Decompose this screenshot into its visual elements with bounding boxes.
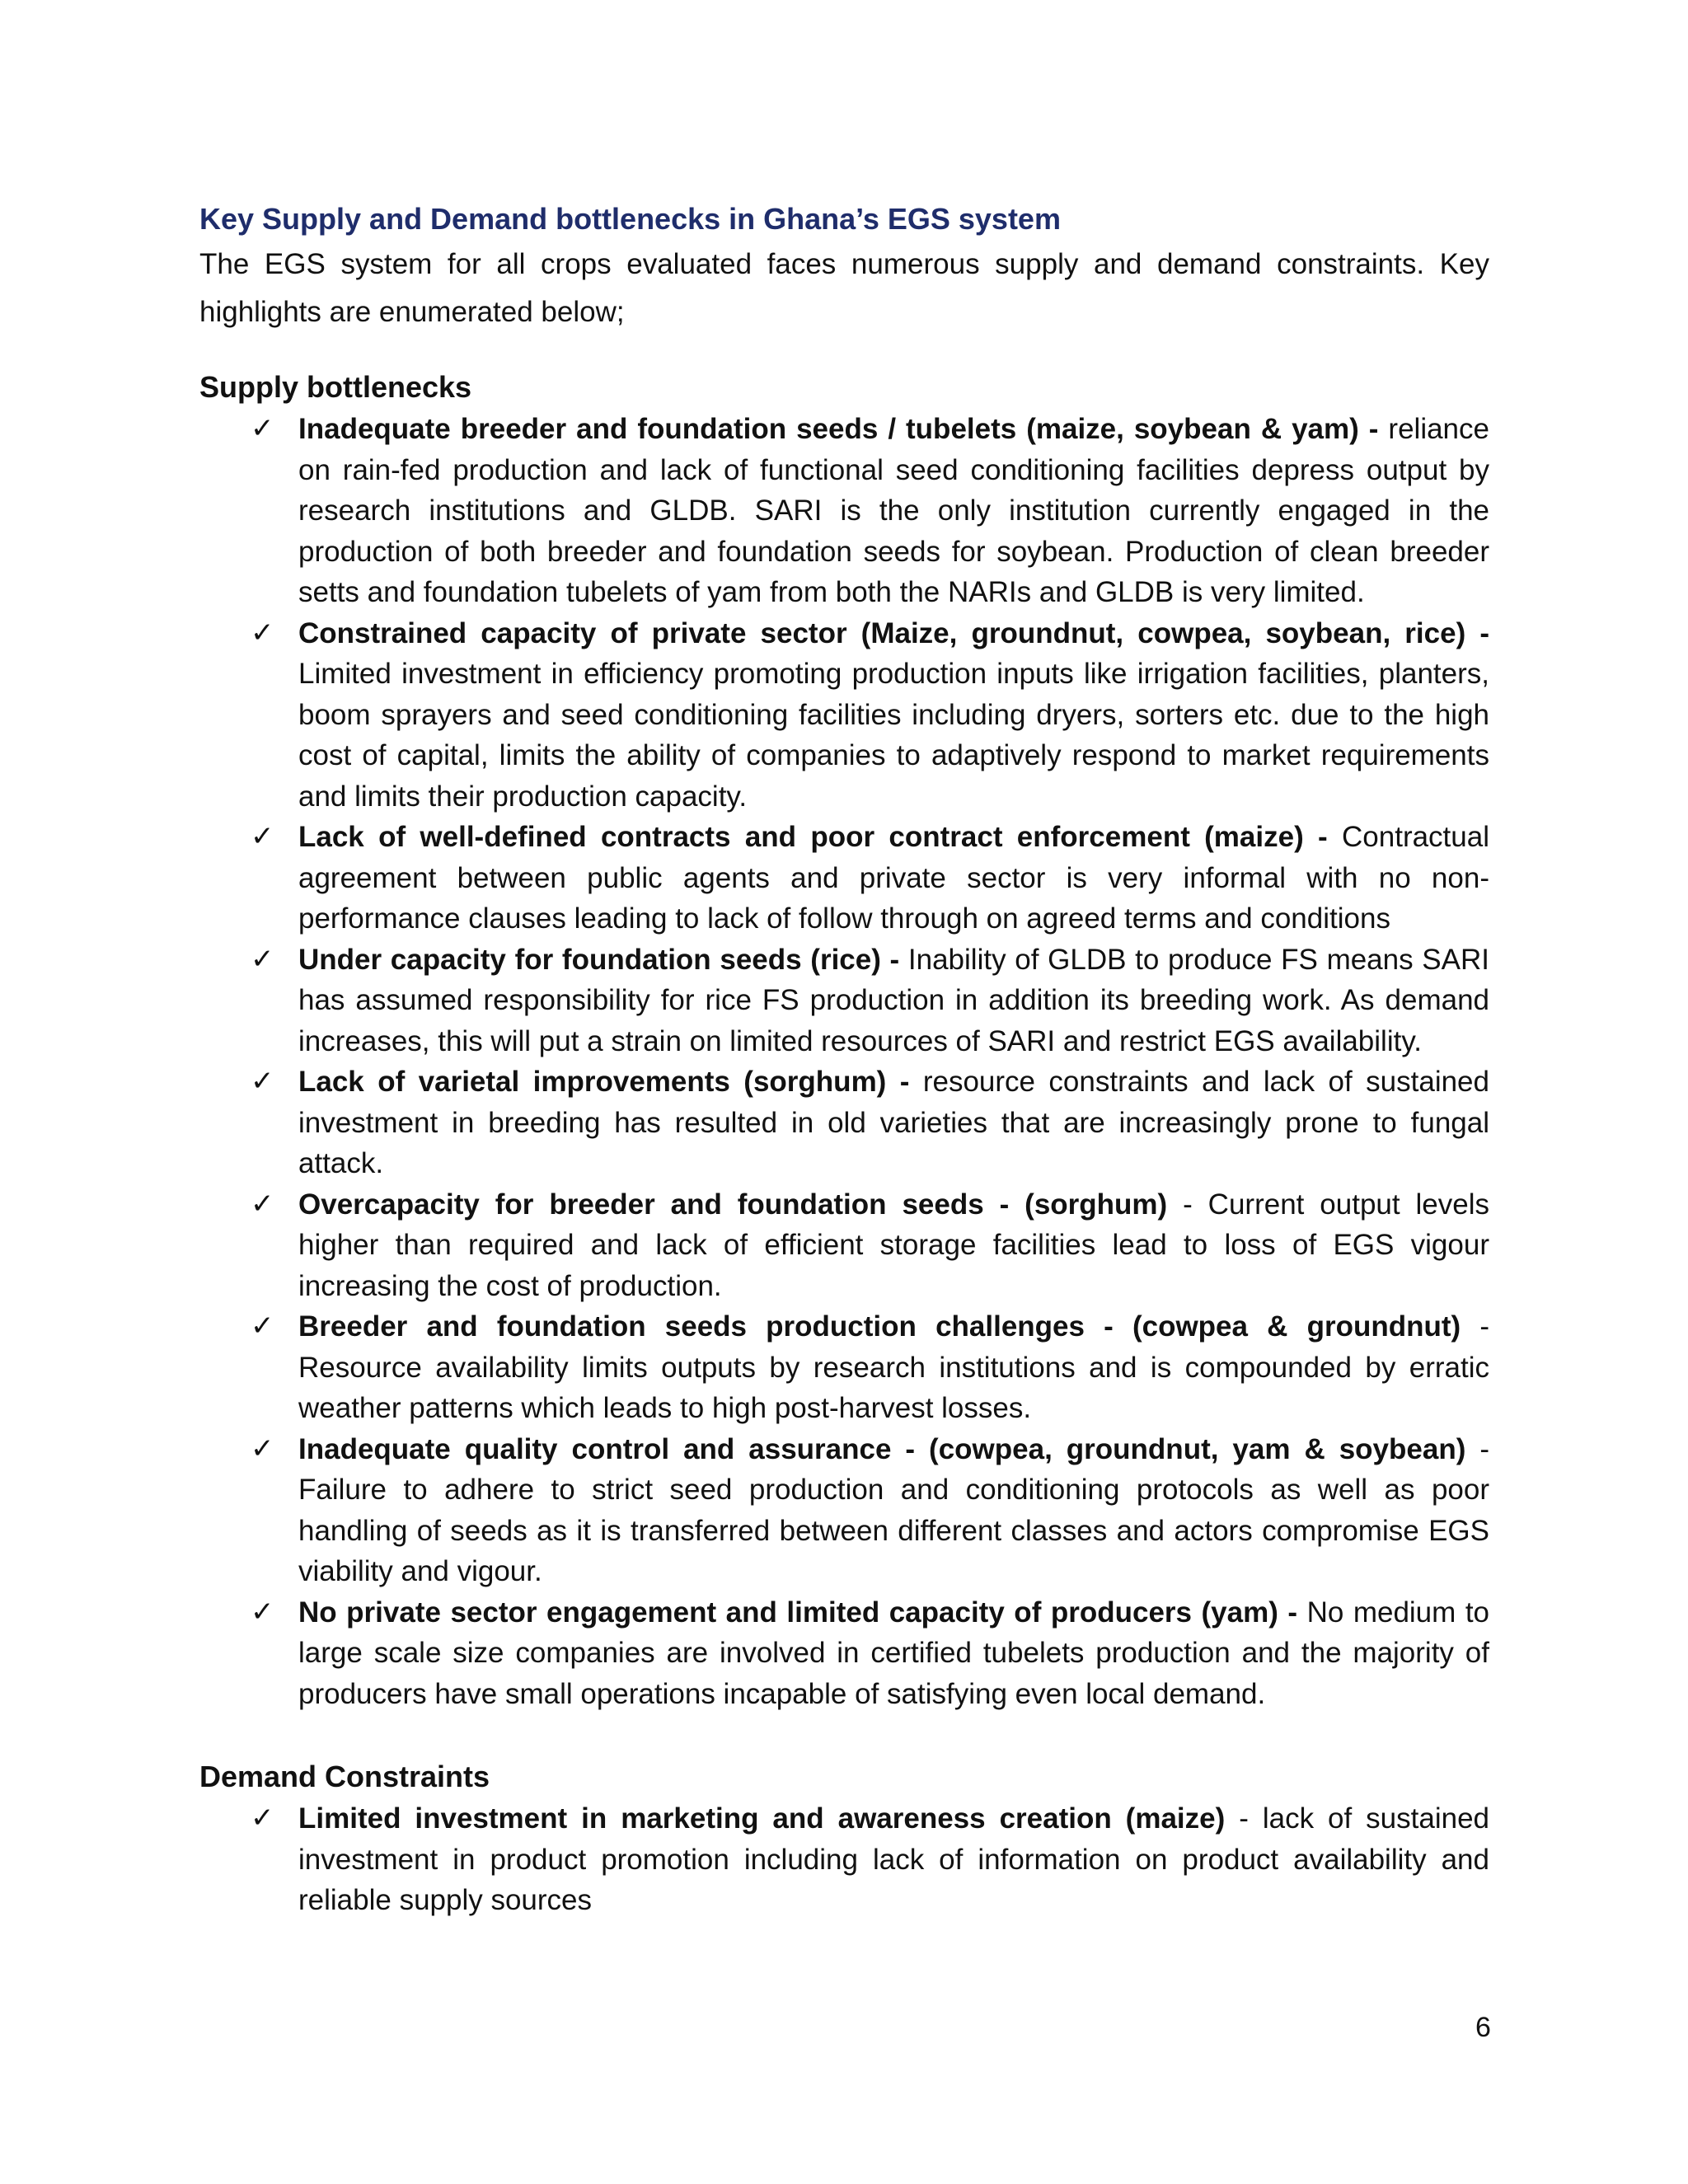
demand-heading: Demand Constraints	[199, 1760, 490, 1793]
checkmark-icon: ✓	[251, 616, 274, 649]
checkmark-icon: ✓	[251, 1310, 274, 1343]
list-item	[199, 1062, 1489, 1184]
bullet-text: - lack of sustained investment in product promotion including lack of information on product availability and reliable supply sources	[298, 1802, 1489, 1916]
list-item	[199, 940, 1489, 1062]
list-item	[199, 613, 1489, 818]
bullet-text: - Current output levels higher than required and lack of efficient storage facilities lead to loss of EGS vigour increasing the cost of production.	[298, 1188, 1489, 1302]
bullet-text: Limited investment in efficiency promoting production inputs like irrigation facilities, planters, boom sprayers and seed conditioning facilities including dryers, sorters etc. due to the high cost of capital, limits the ability of companies to adaptively respond to market requirements and limits their production capacity.	[298, 658, 1489, 813]
list-item	[199, 409, 1489, 613]
bullet-text: Inability of GLDB to produce FS means SARI has assumed responsibility for rice FS production in addition its breeding work. As demand increases, this will put a strain on limited resources of SARI and restrict EGS availability.	[298, 943, 1489, 1057]
list-item	[199, 817, 1489, 940]
bullet-title: Inadequate breeder and foundation seeds / tubelets (maize, soybean & yam) -	[298, 413, 1379, 445]
checkmark-icon: ✓	[251, 1802, 274, 1835]
list-item	[199, 1798, 1489, 1921]
checkmark-icon: ✓	[251, 1065, 274, 1098]
list-item	[199, 1592, 1489, 1715]
bullet-title: Lack of well-defined contracts and poor contract enforcement (maize) -	[298, 821, 1328, 853]
bullet-title: Under capacity for foundation seeds (rice) -	[298, 943, 900, 976]
bullet-text: resource constraints and lack of sustained investment in breeding has resulted in old varieties that are increasingly prone to fungal attack.	[298, 1066, 1489, 1179]
bullet-text: Contractual agreement between public agents and private sector is very informal with no non-performance clauses leading to lack of follow through on agreed terms and conditions	[298, 821, 1489, 935]
bullet-title: Overcapacity for breeder and foundation seeds - (sorghum)	[298, 1188, 1168, 1221]
bullet-title: No private sector engagement and limited capacity of producers (yam) -	[298, 1596, 1298, 1629]
bullet-text: - Failure to adhere to strict seed production and conditioning protocols as well as poor handling of seeds as it is transferred between different classes and actors compromise EGS viability and vigour.	[298, 1432, 1489, 1587]
bullet-text: - Resource availability limits outputs by research institutions and is compounded by erratic weather patterns which leads to high post-harvest losses.	[298, 1310, 1489, 1424]
list-item	[199, 1429, 1489, 1592]
supply-list	[199, 409, 1489, 1714]
bullet-text: No medium to large scale size companies are involved in certified tubelets production and the majority of producers have small operations incapable of satisfying even local demand.	[298, 1596, 1490, 1710]
list-item	[199, 1184, 1489, 1307]
checkmark-icon: ✓	[251, 942, 274, 976]
checkmark-icon: ✓	[251, 1595, 274, 1629]
page-number: 6	[1475, 2012, 1491, 2043]
bullet-text: reliance on rain-fed production and lack of functional seed conditioning facilities depress output by research institutions and GLDB. SARI is the only institution currently engaged in the production of both breeder and foundation seeds for soybean. Production of clean breeder setts and foundation tubelets of yam from both the NARIs and GLDB is very limited.	[298, 413, 1489, 608]
bullet-title: Constrained capacity of private sector (Maize, groundnut, cowpea, soybean, rice) -	[298, 616, 1489, 649]
demand-list	[199, 1798, 1489, 1921]
checkmark-icon: ✓	[251, 1432, 274, 1465]
bullet-title: Limited investment in marketing and awareness creation (maize)	[298, 1802, 1226, 1835]
bullet-title: Breeder and foundation seeds production challenges - (cowpea & groundnut)	[298, 1310, 1461, 1343]
section-heading: Key Supply and Demand bottlenecks in Ghana’s EGS system	[199, 202, 1061, 236]
document-page	[199, 198, 1489, 1921]
supply-heading: Supply bottlenecks	[199, 370, 472, 404]
bullet-title: Lack of varietal improvements (sorghum) -	[298, 1066, 910, 1098]
checkmark-icon: ✓	[251, 1187, 274, 1221]
checkmark-icon: ✓	[251, 412, 274, 445]
bullet-title: Inadequate quality control and assurance - (cowpea, groundnut, yam & soybean)	[298, 1432, 1466, 1465]
checkmark-icon: ✓	[251, 820, 274, 853]
intro-paragraph: The EGS system for all crops evaluated faces numerous supply and demand constraints. Key highlights are enumerated below;	[199, 248, 1489, 328]
list-item	[199, 1306, 1489, 1429]
